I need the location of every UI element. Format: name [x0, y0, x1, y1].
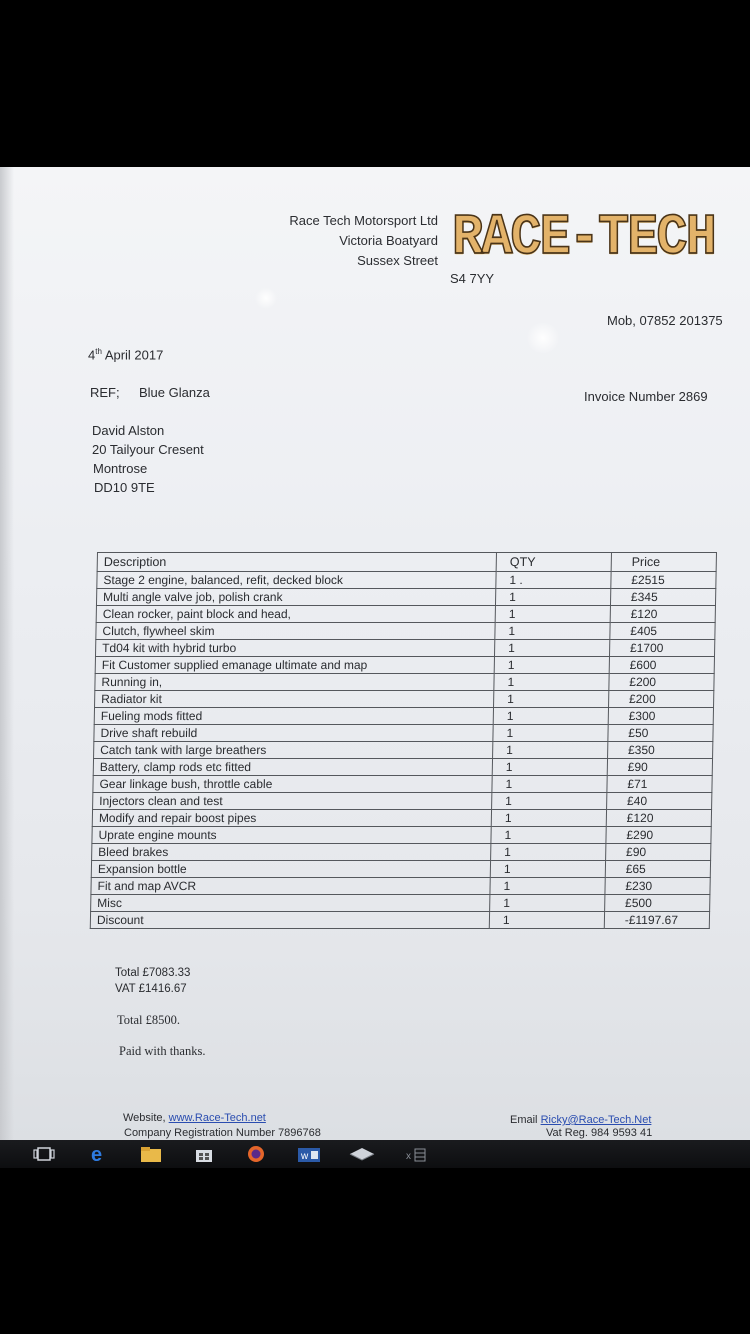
row-qty: 1	[491, 810, 606, 827]
row-description: Misc	[91, 895, 490, 912]
header-qty: QTY	[496, 553, 611, 572]
header-description: Description	[97, 553, 496, 572]
row-qty: 1	[491, 827, 606, 844]
table-row	[97, 572, 716, 589]
table-row	[93, 793, 712, 810]
row-price: £40	[606, 793, 711, 810]
row-price: £200	[608, 691, 713, 708]
table-row	[92, 827, 711, 844]
company-address	[289, 211, 438, 271]
row-description: Gear linkage bush, throttle cable	[93, 776, 492, 793]
ref-value: Blue Glanza	[139, 385, 210, 400]
table-row	[94, 708, 713, 725]
edge-icon[interactable]	[88, 1145, 110, 1163]
table-row	[91, 861, 710, 878]
mail-icon[interactable]	[348, 1145, 376, 1163]
customer-address-line1: 20 Tailyour Cresent	[92, 442, 204, 457]
invoice-number: Invoice Number 2869	[584, 389, 708, 404]
row-description: Drive shaft rebuild	[94, 725, 493, 742]
row-price: £120	[610, 606, 715, 623]
row-qty: 1	[490, 861, 605, 878]
subtotal: Total £7083.33	[115, 967, 191, 979]
vat-registration: Vat Reg. 984 9593 41	[546, 1127, 653, 1139]
row-description: Td04 kit with hybrid turbo	[95, 640, 494, 657]
row-price: £50	[608, 725, 713, 742]
table-row	[95, 674, 714, 691]
light-glare	[255, 287, 277, 309]
light-glare	[525, 323, 561, 353]
row-description: Radiator kit	[95, 691, 494, 708]
windows-taskbar	[0, 1140, 750, 1168]
row-description: Fit Customer supplied emanage ultimate and map	[95, 657, 494, 674]
table-row	[93, 776, 712, 793]
row-qty: 1	[492, 776, 607, 793]
company-address-line1: Victoria Boatyard	[339, 233, 438, 248]
date-suffix: th	[95, 347, 102, 356]
svg-text:w: w	[301, 1151, 309, 1162]
table-row	[94, 725, 713, 742]
table-header-row	[97, 553, 716, 572]
row-price: £90	[607, 759, 712, 776]
word-icon[interactable]	[296, 1145, 322, 1163]
row-description: Fit and map AVCR	[91, 878, 490, 895]
row-price: £65	[605, 861, 710, 878]
row-qty: 1	[495, 606, 610, 623]
table-row	[95, 691, 714, 708]
row-price: £600	[609, 657, 714, 674]
table-row	[95, 657, 714, 674]
company-name: Race Tech Motorsport Ltd	[289, 213, 438, 228]
row-description: Battery, clamp rods etc fitted	[93, 759, 492, 776]
row-price: £71	[607, 776, 712, 793]
row-qty: 1	[492, 759, 607, 776]
company-postcode: S4 7YY	[450, 271, 495, 286]
row-qty: 1	[492, 793, 607, 810]
row-price: £290	[606, 827, 711, 844]
website-line	[123, 1112, 266, 1124]
date-month-year: April 2017	[104, 347, 164, 363]
ref-label: REF;	[90, 385, 120, 400]
date-day: 4	[88, 347, 96, 363]
grand-total: Total £8500.	[117, 1013, 181, 1027]
table-row	[94, 742, 713, 759]
customer-postcode: DD10 9TE	[94, 480, 155, 495]
excel-icon[interactable]	[402, 1145, 428, 1163]
row-qty: 1	[491, 844, 606, 861]
row-description: Discount	[90, 912, 489, 929]
company-address-line2: Sussex Street	[357, 253, 438, 268]
row-qty: 1	[493, 742, 608, 759]
row-price: £90	[605, 844, 710, 861]
row-price: £345	[610, 589, 715, 606]
svg-text:e: e	[91, 1145, 103, 1163]
row-description: Uprate engine mounts	[92, 827, 491, 844]
website-label: Website,	[123, 1112, 166, 1124]
paid-note: Paid with thanks.	[119, 1044, 206, 1058]
vat-amount: VAT £1416.67	[115, 983, 187, 995]
row-description: Catch tank with large breathers	[94, 742, 493, 759]
task-view-icon[interactable]	[32, 1145, 56, 1163]
row-description: Fueling mods fitted	[94, 708, 493, 725]
row-price: £405	[610, 623, 715, 640]
firefox-icon[interactable]	[244, 1145, 268, 1163]
row-description: Expansion bottle	[91, 861, 490, 878]
row-price: £350	[607, 742, 712, 759]
row-qty: 1	[494, 691, 609, 708]
row-qty: 1	[493, 725, 608, 742]
row-qty: 1	[489, 912, 604, 929]
table-row	[91, 895, 710, 912]
row-qty: 1	[495, 640, 610, 657]
row-description: Bleed brakes	[92, 844, 491, 861]
file-explorer-icon[interactable]	[139, 1145, 163, 1163]
row-qty: 1	[494, 657, 609, 674]
invoice-items-table	[90, 552, 717, 929]
customer-name: David Alston	[92, 423, 165, 438]
table-row	[92, 810, 711, 827]
row-price: £230	[605, 878, 710, 895]
header-price: Price	[611, 553, 717, 572]
company-mobile: Mob, 07852 201375	[607, 313, 723, 328]
row-price: £500	[604, 895, 709, 912]
email-label: Email	[510, 1114, 538, 1126]
table-row	[90, 912, 709, 929]
row-qty: 1	[493, 708, 608, 725]
row-description: Running in,	[95, 674, 494, 691]
table-row	[92, 844, 711, 861]
table-row	[96, 623, 715, 640]
row-price: -£1197.67	[604, 912, 709, 929]
row-qty: 1	[490, 878, 605, 895]
row-description: Stage 2 engine, balanced, refit, decked block	[97, 572, 496, 589]
invoice-document	[0, 167, 750, 1140]
email-line	[510, 1114, 651, 1126]
customer-address-line2: Montrose	[93, 461, 148, 476]
row-qty: 1	[495, 623, 610, 640]
invoice-date	[88, 347, 163, 362]
row-price: £200	[609, 674, 714, 691]
row-qty: 1	[490, 895, 605, 912]
email-link[interactable]: Ricky@Race-Tech.Net	[540, 1114, 652, 1126]
race-tech-logo: RACE-TECH	[452, 205, 715, 271]
row-qty: 1 .	[496, 572, 611, 589]
table-row	[93, 759, 712, 776]
table-row	[96, 606, 715, 623]
row-description: Modify and repair boost pipes	[92, 810, 491, 827]
row-description: Clutch, flywheel skim	[96, 623, 495, 640]
svg-text:x: x	[406, 1151, 411, 1162]
store-icon[interactable]	[192, 1145, 216, 1163]
row-price: £120	[606, 810, 711, 827]
row-price: £300	[608, 708, 713, 725]
row-qty: 1	[494, 674, 609, 691]
row-qty: 1	[495, 589, 610, 606]
website-link[interactable]: www.Race-Tech.net	[168, 1112, 266, 1124]
row-description: Clean rocker, paint block and head,	[96, 606, 495, 623]
table-row	[96, 589, 715, 606]
table-row	[95, 640, 714, 657]
company-registration: Company Registration Number 7896768	[124, 1127, 321, 1139]
row-price: £2515	[611, 572, 716, 589]
row-price: £1700	[609, 640, 714, 657]
table-row	[91, 878, 710, 895]
row-description: Injectors clean and test	[93, 793, 492, 810]
row-description: Multi angle valve job, polish crank	[96, 589, 495, 606]
